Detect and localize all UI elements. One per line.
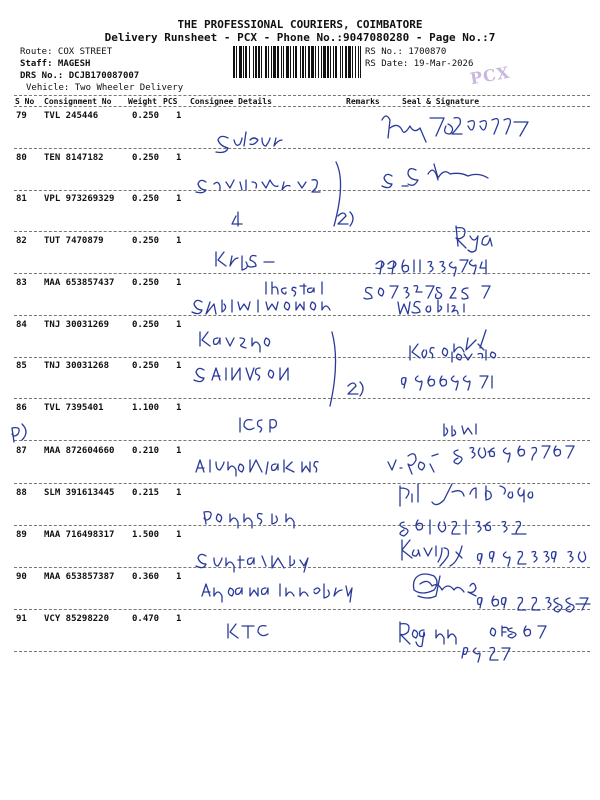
cell-sno: 81	[16, 194, 27, 204]
cell-sno: 86	[16, 403, 27, 413]
cell-consignment-no: MAA 872604660	[44, 446, 115, 456]
rs-number: RS No.: 1700870	[365, 47, 447, 57]
cell-sno: 88	[16, 488, 27, 498]
handwritten-phone	[400, 520, 526, 536]
company-name: THE PROFESSIONAL COURIERS, COIMBATORE	[177, 18, 423, 31]
cell-pcs: 1	[176, 403, 182, 413]
handwritten-bracket	[330, 332, 336, 406]
rs-date: RS Date: 19-Mar-2026	[365, 59, 474, 69]
cell-sno: 91	[16, 614, 27, 624]
cell-pcs: 1	[176, 572, 182, 582]
cell-weight: 0.250	[132, 194, 160, 204]
cell-sno: 79	[16, 111, 27, 121]
col-weight: Weight	[128, 97, 157, 106]
handwritten-signature	[398, 300, 464, 314]
cell-sno: 89	[16, 530, 27, 540]
staff-label: Staff: MAGESH	[20, 59, 91, 69]
cell-consignment-no: MAA 716498317	[44, 530, 115, 540]
handwritten-name	[216, 132, 282, 153]
handwritten-signature	[410, 330, 486, 360]
handwritten-name	[202, 584, 352, 602]
handwritten-note	[444, 424, 476, 436]
col-sno: S No	[15, 97, 35, 106]
cell-weight: 0.250	[132, 278, 160, 288]
cell-consignment-no: TNJ 30031268	[44, 361, 110, 371]
cell-weight: 0.210	[132, 446, 160, 456]
cell-weight: 1.100	[132, 403, 160, 413]
handwritten-name	[196, 554, 308, 572]
cell-weight: 0.215	[132, 488, 160, 498]
cell-weight: 0.250	[132, 111, 160, 121]
cell-sno: 80	[16, 153, 27, 163]
handwritten-phone	[478, 596, 591, 612]
cell-consignment-no: TVL 245446	[44, 111, 99, 121]
handwritten-signature	[382, 116, 528, 142]
handwritten-phone	[454, 446, 574, 464]
handwritten-signature	[388, 454, 438, 474]
cell-consignment-no: TUT 7470879	[44, 236, 104, 246]
handwritten-stamp-signature	[414, 574, 477, 598]
handwritten-signature	[382, 164, 488, 188]
col-seal-signature: Seal & Signature	[402, 97, 480, 106]
cell-consignment-no: MAA 653857437	[44, 278, 115, 288]
cell-pcs: 1	[176, 530, 182, 540]
cell-weight: 0.250	[132, 236, 160, 246]
cell-sno: 90	[16, 572, 27, 582]
col-remarks: Remarks	[346, 97, 380, 106]
handwritten-phone	[364, 286, 490, 299]
cell-sno: 85	[16, 361, 27, 371]
vehicle-label: Vehicle: Two Wheeler Delivery	[26, 83, 184, 93]
cell-pcs: 1	[176, 446, 182, 456]
cell-weight: 1.500	[132, 530, 160, 540]
handwritten-name	[232, 212, 242, 226]
col-pcs: PCS	[163, 97, 178, 106]
cell-pcs: 1	[176, 194, 182, 204]
pcx-stamp: PCX	[468, 62, 512, 89]
handwritten-remark	[348, 382, 363, 396]
handwritten-margin-mark	[12, 424, 26, 442]
cell-weight: 0.250	[132, 320, 160, 330]
handwritten-remark	[338, 212, 353, 226]
handwritten-phone	[402, 376, 493, 390]
route-label: Route: COX STREET	[20, 47, 113, 57]
cell-pcs: 1	[176, 614, 182, 624]
cell-consignment-no: TVL 7395401	[44, 403, 104, 413]
handwritten-phone	[478, 552, 586, 567]
cell-weight: 0.360	[132, 572, 160, 582]
cell-consignment-no: VPL 973269329	[44, 194, 115, 204]
handwritten-name	[192, 300, 330, 314]
cell-sno: 83	[16, 278, 27, 288]
handwritten-name	[204, 512, 294, 528]
cell-sno: 87	[16, 446, 27, 456]
handwritten-signature	[456, 226, 492, 252]
cell-consignment-no: TEN 8147182	[44, 153, 104, 163]
handwritten-phone	[462, 626, 546, 662]
cell-sno: 82	[16, 236, 27, 246]
handwritten-signature	[400, 622, 456, 647]
handwritten-note	[452, 350, 496, 362]
handwritten-name	[196, 180, 320, 193]
col-consignment: Consignment No	[44, 97, 112, 106]
cell-pcs: 1	[176, 488, 182, 498]
handwritten-name	[228, 624, 268, 638]
runsheet-title: Delivery Runsheet - PCX - Phone No.:9047080280 - Page No.:7	[104, 31, 496, 44]
cell-pcs: 1	[176, 320, 182, 330]
handwritten-signature	[402, 540, 462, 566]
cell-consignment-no: VCY 85298220	[44, 614, 110, 624]
handwritten-name	[216, 252, 274, 270]
cell-pcs: 1	[176, 278, 182, 288]
handwritten-name	[194, 368, 288, 382]
handwritten-phone	[376, 260, 486, 276]
cell-weight: 0.470	[132, 614, 160, 624]
cell-consignment-no: SLM 391613445	[44, 488, 115, 498]
cell-pcs: 1	[176, 236, 182, 246]
cell-weight: 0.250	[132, 153, 160, 163]
col-consignee: Consignee Details	[190, 97, 272, 106]
cell-pcs: 1	[176, 153, 182, 163]
handwritten-name	[200, 332, 270, 352]
drs-label: DRS No.: DCJB170087007	[20, 71, 140, 81]
cell-pcs: 1	[176, 361, 182, 371]
cell-pcs: 1	[176, 111, 182, 121]
cell-sno: 84	[16, 320, 27, 330]
handwritten-name	[240, 418, 276, 432]
cell-consignment-no: TNJ 30031269	[44, 320, 110, 330]
handwritten-signature	[400, 484, 533, 506]
cell-weight: 0.250	[132, 361, 160, 371]
handwritten-note	[266, 282, 322, 296]
cell-consignment-no: MAA 653857387	[44, 572, 115, 582]
handwritten-bracket	[334, 162, 341, 226]
handwritten-name	[196, 460, 318, 476]
